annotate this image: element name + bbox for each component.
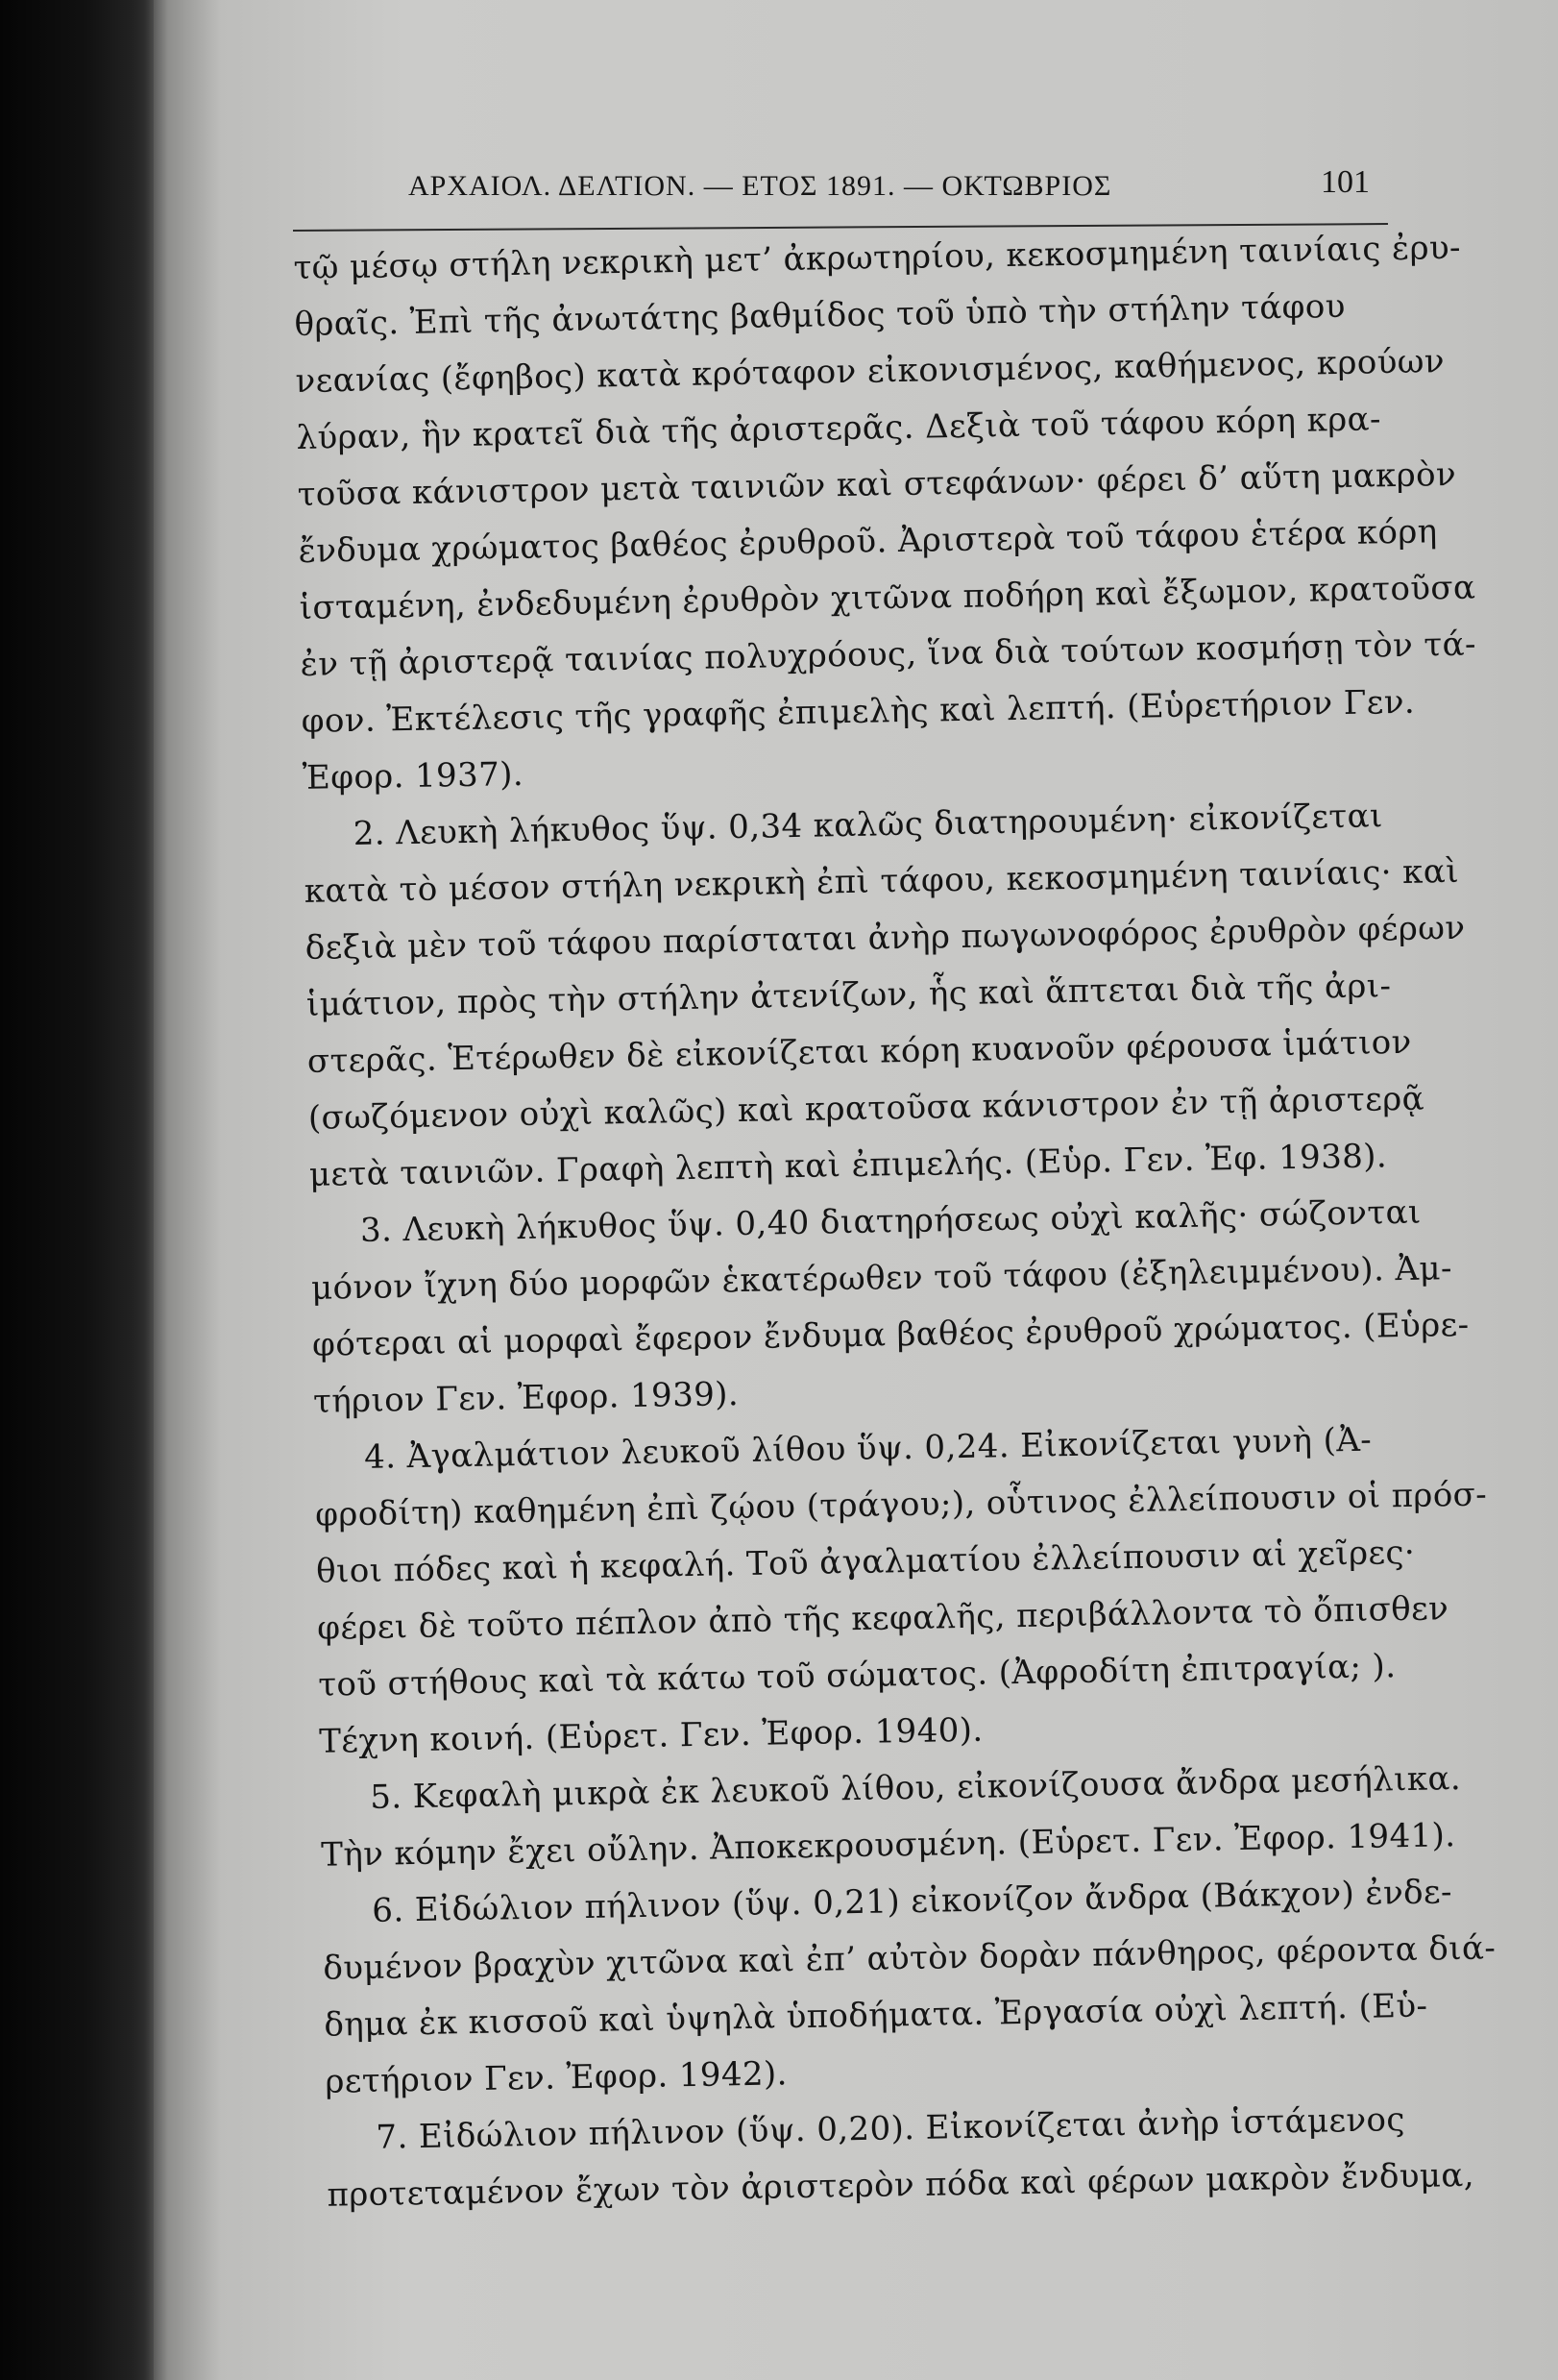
text-line: δυμένον βραχὺν χιτῶνα καὶ ἐπ’ αὐτὸν δορὰν πάνθηρος, φέροντα διά- (323, 1928, 1497, 1988)
text-line: Ἐφορ. 1937). (302, 754, 524, 797)
page-content (293, 149, 1497, 2215)
running-header-title: ΑΡΧΑΙΟΛ. ΔΕΛΤΙΟΝ. — ΕΤΟΣ 1891. — ΟΚΤΩΒΡΙΟΣ (408, 170, 1112, 202)
text-line: φότεραι αἱ μορφαὶ ἔφερον ἔνδυμα βαθέος ἐρυθροῦ χρώματος. (Εὑρε- (311, 1305, 1470, 1364)
entry-7-start: 7. Εἰδώλιον πήλινον (ὕψ. 0,20). Εἰκονίζεται ἀνὴρ ἱστάμενος (376, 2100, 1406, 2157)
text-line: τήριον Γεν. Ἐφορ. 1939). (312, 1375, 740, 1421)
text-line: τοῦσα κάνιστρον μετὰ ταινιῶν καὶ στεφάνων· φέρει δ’ αὕτη μακρὸν (297, 454, 1457, 514)
text-line: φον. Ἐκτέλεσις τῆς γραφῆς ἐπιμελὴς καὶ λεπτή. (Εὑρετήριον Γεν. (301, 682, 1416, 741)
text-line: φροδίτη) καθημένη ἐπὶ ζῴου (τράγου;), οὗτινος ἐλλείπουσιν οἱ πρόσ- (314, 1475, 1488, 1534)
text-line: νεανίας (ἔφηβος) κατὰ κρόταφον εἰκονισμένος, καθήμενος, κρούων (295, 342, 1446, 401)
text-line: ἐν τῇ ἀριστερᾷ ταινίας πολυχρόους, ἵνα διὰ τούτων κοσμήσῃ τὸν τά- (300, 625, 1477, 684)
page-number: 101 (1321, 164, 1370, 200)
entry-6-start: 6. Εἰδώλιον πήλινον (ὕψ. 0,21) εἰκονίζον ἄνδρα (Βάκχον) ἐνδε- (372, 1873, 1453, 1930)
running-header (293, 149, 1431, 216)
text-line: Τέχνη κοινή. (Εὑρετ. Γεν. Ἐφορ. 1940). (318, 1710, 984, 1761)
text-line: θραῖς. Ἐπὶ τῆς ἀνωτάτης βαθμίδος τοῦ ὑπὸ τὴν στήλην τάφου (294, 286, 1347, 344)
text-line: ἔνδυμα χρώματος βαθέος ἐρυθροῦ. Ἀριστερὰ τοῦ τάφου ἑτέρα κόρη (298, 512, 1438, 571)
text-line: δεξιὰ μὲν τοῦ τάφου παρίσταται ἀνὴρ πωγωνοφόρος ἐρυθρὸν φέρων (304, 908, 1466, 968)
text-line: ἱμάτιον, πρὸς τὴν στήλην ἀτενίζων, ἧς καὶ ἅπτεται διὰ τῆς ἀρι- (305, 967, 1392, 1024)
text-line: στερᾶς. Ἑτέρωθεν δὲ εἰκονίζεται κόρη κυανοῦν φέρουσα ἱμάτιον (306, 1022, 1413, 1081)
entry-4-start: 4. Ἀγαλμάτιον λευκοῦ λίθου ὕψ. 0,24. Εἰκονίζεται γυνὴ (Ἀ- (363, 1420, 1373, 1477)
text-line: δημα ἐκ κισσοῦ καὶ ὑψηλὰ ὑποδήματα. Ἐργασία οὐχὶ λεπτή. (Εὑ- (324, 1986, 1428, 2045)
text-line: τῷ μέσῳ στήλη νεκρικὴ μετ’ ἀκρωτηρίου, κεκοσμημένη ταινίαις ἐρυ- (293, 228, 1462, 287)
text-line: ρετήριον Γεν. Ἐφορ. 1942). (325, 2054, 789, 2101)
text-line: θιοι πόδες καὶ ἡ κεφαλή. Τοῦ ἀγαλματίου ἐλλείπουσιν αἱ χεῖρες· (315, 1533, 1416, 1591)
text-line: μόνον ἴχνη δύο μορφῶν ἑκατέρωθεν τοῦ τάφου (ἐξηλειμμένου). Ἀμ- (310, 1249, 1453, 1308)
text-line: (σωζόμενον οὐχὶ καλῶς) καὶ κρατοῦσα κάνιστρον ἐν τῇ ἀριστερᾷ (307, 1079, 1425, 1138)
entry-3-start: 3. Λευκὴ λήκυθος ὕψ. 0,40 διατηρήσεως οὐχὶ καλῆς· σώζονται (359, 1192, 1422, 1250)
text-line: Τὴν κόμην ἔχει οὔλην. Ἀποκεκρουσμένη. (Εὑρετ. Γεν. Ἐφορ. 1941). (320, 1816, 1456, 1875)
text-line: μετὰ ταινιῶν. Γραφὴ λεπτὴ καὶ ἐπιμελής. (Εὑρ. Γεν. Ἐφ. 1938). (308, 1137, 1388, 1194)
entry-2-start: 2. Λευκὴ λήκυθος ὕψ. 0,34 καλῶς διατηρουμένη· εἰκονίζεται (353, 797, 1383, 853)
text-line: κατὰ τὸ μέσον στήλη νεκρικὴ ἐπὶ τάφου, κεκοσμημένη ταινίαις· καὶ (304, 851, 1460, 911)
entry-5-start: 5. Κεφαλὴ μικρὰ ἐκ λευκοῦ λίθου, εἰκονίζουσα ἄνδρα μεσήλικα. (369, 1759, 1462, 1817)
text-line: λύραν, ἣν κρατεῖ διὰ τῆς ἀριστερᾶς. Δεξιὰ τοῦ τάφου κόρη κρα- (296, 400, 1382, 457)
text-line: ἱσταμένη, ἐνδεδυμένη ἐρυθρὸν χιτῶνα ποδήρη καὶ ἔξωμον, κρατοῦσα (299, 568, 1476, 627)
book-binding-shadow (0, 0, 154, 2380)
text-line: φέρει δὲ τοῦτο πέπλον ἀπὸ τῆς κεφαλῆς, περιβάλλοντα τὸ ὄπισθεν (316, 1589, 1449, 1648)
text-line: προτεταμένον ἔχων τὸν ἀριστερὸν πόδα καὶ φέρων μακρὸν ἔνδυμα, (327, 2155, 1475, 2215)
body-text (293, 220, 1497, 2223)
text-line: τοῦ στήθους καὶ τὰ κάτω τοῦ σώματος. (Ἀφροδίτη ἐπιτραγία; ). (317, 1647, 1397, 1705)
